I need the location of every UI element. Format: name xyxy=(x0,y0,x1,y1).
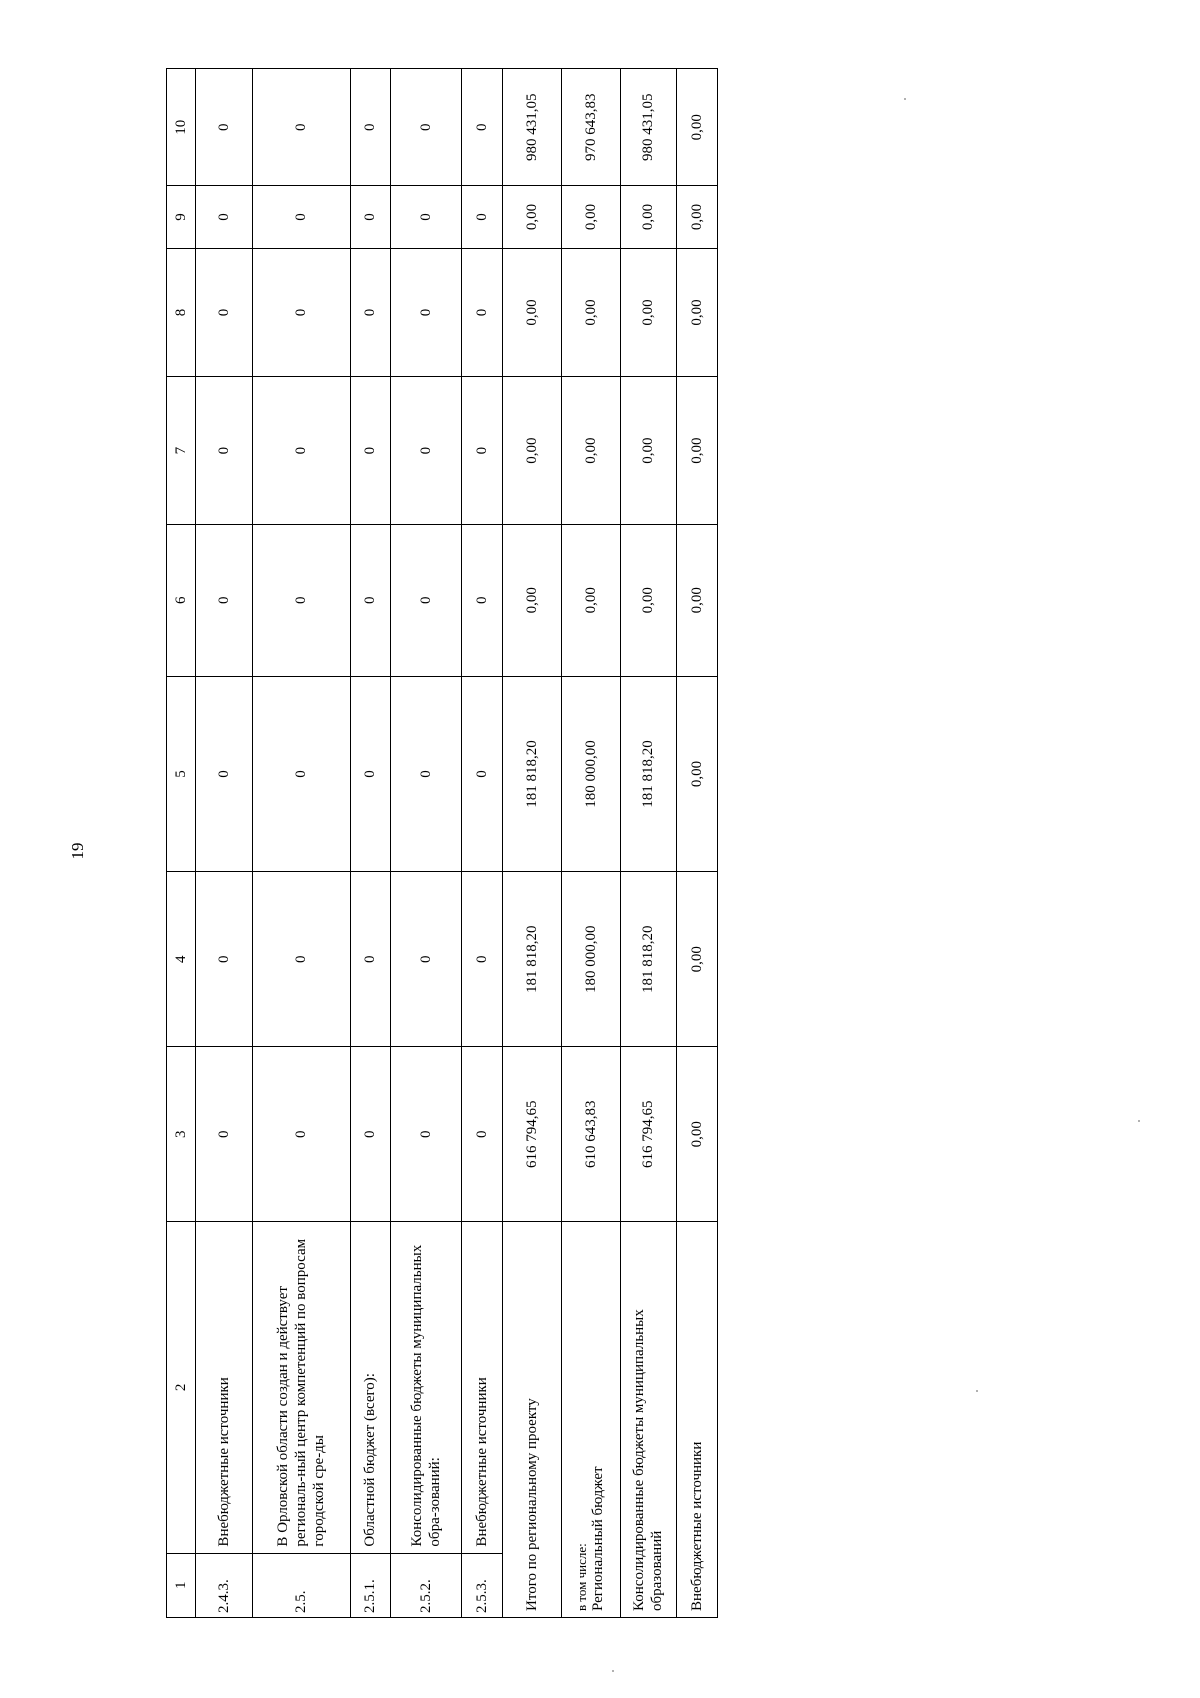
cell-value: 0 xyxy=(350,676,391,872)
total-row xyxy=(620,69,677,1618)
cell-value: 980 431,05 xyxy=(502,69,561,186)
table-row xyxy=(391,69,462,1618)
cell-value: 0 xyxy=(391,1047,462,1222)
scan-speck xyxy=(612,1670,614,1672)
cell-value: 0,00 xyxy=(677,872,718,1047)
table-row xyxy=(350,69,391,1618)
row-code: 2.5.3. xyxy=(462,1553,503,1617)
row-code: 2.5.1. xyxy=(350,1553,391,1617)
table-row xyxy=(253,69,350,1618)
row-code: 2.4.3. xyxy=(196,1553,253,1617)
cell-value: 0,00 xyxy=(502,186,561,248)
column-header: 1 xyxy=(167,1553,196,1617)
cell-value: 0 xyxy=(462,69,503,186)
cell-value: 616 794,65 xyxy=(502,1047,561,1222)
cell-value: 970 643,83 xyxy=(561,69,620,186)
cell-value: 0 xyxy=(391,186,462,248)
cell-value: 0 xyxy=(350,248,391,377)
cell-value: 0,00 xyxy=(502,377,561,524)
total-label-cell xyxy=(561,1222,620,1618)
cell-value: 181 818,20 xyxy=(502,676,561,872)
scan-speck xyxy=(904,98,906,100)
total-row xyxy=(502,69,561,1618)
cell-value: 0 xyxy=(253,248,350,377)
cell-value: 0 xyxy=(196,377,253,524)
column-header: 9 xyxy=(167,186,196,248)
cell-value: 0 xyxy=(462,186,503,248)
column-header: 4 xyxy=(167,872,196,1047)
cell-value: 0 xyxy=(196,872,253,1047)
row-name: В Орловской области создан и действует региональ-ный центр компетенций по вопросам городской сре-ды xyxy=(253,1222,350,1553)
cell-value: 0,00 xyxy=(677,524,718,676)
cell-value: 0 xyxy=(462,1047,503,1222)
column-header: 3 xyxy=(167,1047,196,1222)
cell-value: 0 xyxy=(196,524,253,676)
cell-value: 0 xyxy=(391,524,462,676)
cell-value: 0 xyxy=(391,248,462,377)
cell-value: 0 xyxy=(196,186,253,248)
cell-value: 0,00 xyxy=(677,377,718,524)
cell-value: 0,00 xyxy=(677,676,718,872)
cell-value: 0 xyxy=(350,69,391,186)
row-name: Внебюджетные источники xyxy=(196,1222,253,1553)
cell-value: 180 000,00 xyxy=(561,872,620,1047)
row-code: 2.5.2. xyxy=(391,1553,462,1617)
cell-value: 0 xyxy=(350,1047,391,1222)
column-header: 10 xyxy=(167,69,196,186)
cell-value: 180 000,00 xyxy=(561,676,620,872)
cell-value: 0 xyxy=(391,377,462,524)
cell-value: 0 xyxy=(391,69,462,186)
budget-table xyxy=(166,68,718,1618)
cell-value: 0,00 xyxy=(677,248,718,377)
cell-value: 0 xyxy=(462,377,503,524)
cell-value: 0 xyxy=(253,186,350,248)
cell-value: 0 xyxy=(253,676,350,872)
column-header: 6 xyxy=(167,524,196,676)
cell-value: 0,00 xyxy=(677,69,718,186)
total-label: Итого по региональному проекту xyxy=(502,1222,561,1618)
column-header: 8 xyxy=(167,248,196,377)
cell-value: 181 818,20 xyxy=(620,872,677,1047)
cell-value: 0,00 xyxy=(561,524,620,676)
cell-value: 0 xyxy=(391,676,462,872)
row-name: Консолидированные бюджеты муниципальных обра-зований: xyxy=(391,1222,462,1553)
cell-value: 0 xyxy=(253,69,350,186)
cell-value: 0,00 xyxy=(561,186,620,248)
column-header: 7 xyxy=(167,377,196,524)
cell-value: 616 794,65 xyxy=(620,1047,677,1222)
cell-value: 0 xyxy=(350,872,391,1047)
cell-value: 0 xyxy=(391,872,462,1047)
cell-value: 0,00 xyxy=(620,186,677,248)
cell-value: 980 431,05 xyxy=(620,69,677,186)
cell-value: 0 xyxy=(196,248,253,377)
cell-value: 0 xyxy=(462,524,503,676)
cell-value: 181 818,20 xyxy=(502,872,561,1047)
cell-value: 0 xyxy=(253,872,350,1047)
total-label: Консолидированные бюджеты муниципальных образований xyxy=(620,1222,677,1618)
cell-value: 181 818,20 xyxy=(620,676,677,872)
cell-value: 0,00 xyxy=(677,1047,718,1222)
cell-value: 0 xyxy=(462,248,503,377)
total-label-prefix: в том числе: xyxy=(573,1543,589,1611)
cell-value: 610 643,83 xyxy=(561,1047,620,1222)
header-row xyxy=(167,69,196,1618)
cell-value: 0 xyxy=(253,524,350,676)
cell-value: 0 xyxy=(350,524,391,676)
cell-value: 0 xyxy=(196,69,253,186)
cell-value: 0 xyxy=(253,377,350,524)
scan-speck xyxy=(1138,1120,1140,1122)
row-name: Внебюджетные источники xyxy=(462,1222,503,1553)
table-row xyxy=(196,69,253,1618)
cell-value: 0,00 xyxy=(620,248,677,377)
total-label: Региональный бюджет xyxy=(590,1466,607,1611)
page-number: 19 xyxy=(68,842,87,860)
cell-value: 0 xyxy=(462,872,503,1047)
column-header: 5 xyxy=(167,676,196,872)
cell-value: 0 xyxy=(253,1047,350,1222)
row-name: Областной бюджет (всего): xyxy=(350,1222,391,1553)
cell-value: 0 xyxy=(196,676,253,872)
cell-value: 0,00 xyxy=(502,524,561,676)
cell-value: 0 xyxy=(196,1047,253,1222)
cell-value: 0 xyxy=(350,186,391,248)
cell-value: 0,00 xyxy=(677,186,718,248)
scan-speck xyxy=(976,1390,978,1392)
rotated-table-wrapper xyxy=(166,68,718,1618)
cell-value: 0,00 xyxy=(561,377,620,524)
cell-value: 0 xyxy=(350,377,391,524)
cell-value: 0,00 xyxy=(502,248,561,377)
cell-value: 0,00 xyxy=(561,248,620,377)
total-row xyxy=(561,69,620,1618)
cell-value: 0,00 xyxy=(620,377,677,524)
total-label: Внебюджетные источники xyxy=(677,1222,718,1618)
row-code: 2.5. xyxy=(253,1553,350,1617)
total-row xyxy=(677,69,718,1618)
cell-value: 0,00 xyxy=(620,524,677,676)
cell-value: 0 xyxy=(462,676,503,872)
column-header: 2 xyxy=(167,1222,196,1553)
table-row xyxy=(462,69,503,1618)
